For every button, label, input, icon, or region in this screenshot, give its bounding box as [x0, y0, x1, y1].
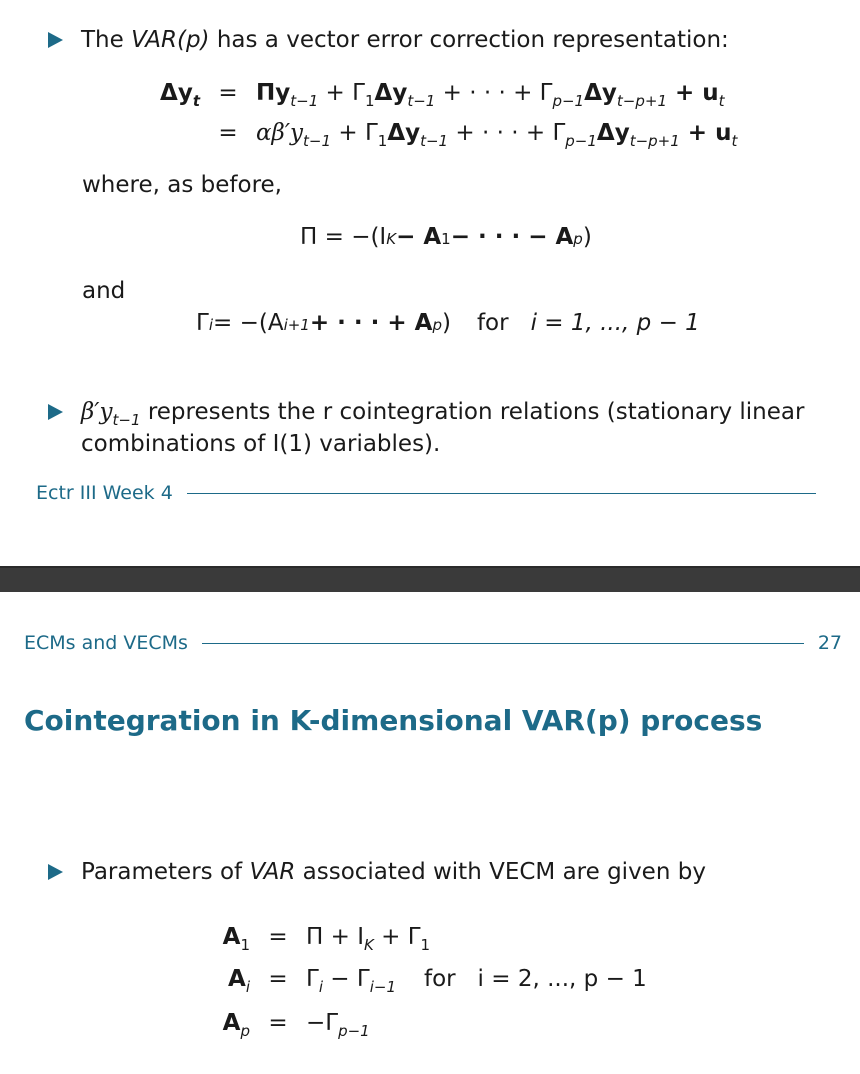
param-equation-a1: $A_1$ = $\Pi + I_K + \Gamma_1$ — [222, 924, 431, 954]
page-number: 27 — [817, 632, 842, 654]
for-keyword: for — [476, 310, 509, 336]
bullet-text-prefix: The — [81, 27, 132, 53]
eq-rhs-1: $\Pi y_{t-1} + \Gamma_1\Delta y_{t-1}$ + · · · + $\Gamma_{p-1}\Delta y_{t-p+1} + u_t$ — [256, 80, 725, 110]
var-p-term: VAR(p) — [131, 27, 210, 53]
header-section-label: ECMs and VECMs — [24, 632, 188, 654]
bullet-var-parameters: Parameters of VAR associated with VECM are given by — [48, 856, 706, 888]
bullet-cointegration-relations: $\beta'y_{t-1}$ represents the r cointegration relations (stationary linear combinations of I(1) variables). — [48, 396, 828, 460]
bullet-arrow-icon — [48, 32, 63, 48]
footer-course-label: Ectr III Week 4 — [36, 482, 173, 504]
slide-title: Cointegration in K-dimensional VAR(p) process — [24, 704, 763, 737]
slide-footer — [36, 482, 816, 504]
eq-rhs-2: $\alpha\beta'y_{t-1} + \Gamma_1\Delta y_{t-1}$ + · · · + $\Gamma_{p-1}\Delta y_{t-p+1} + u_t$ — [256, 120, 738, 150]
param-equation-ap: $A_p$ = $-\Gamma_{p-1}$ — [222, 1010, 370, 1040]
pi-equation: Π = −(I K − A 1 − · · · − A p ) — [300, 224, 592, 250]
bullet-vecm-representation — [48, 24, 729, 56]
slide-divider — [0, 566, 860, 592]
vecm-equation-line-2: = $\alpha\beta'y_{t-1} + \Gamma_1\Delta y_{t-1}$ + · · · + $\Gamma_{p-1}\Delta y_{t-p+1} + u_t$ — [218, 120, 738, 150]
gamma-equation: Γ i = −(A i+1 + · · · + A p ) for i = 1, ..., p − 1 — [196, 310, 700, 336]
and-text: and — [82, 278, 126, 304]
bullet-arrow-icon — [48, 404, 63, 420]
param-equation-ai: $A_i$ = $\Gamma_i - \Gamma_{i-1}$ for i = 2, ..., p − 1 — [228, 966, 647, 996]
bullet-text-suffix: has a vector error correction representation: — [209, 27, 729, 53]
index-range: i = 1, ..., p − 1 — [530, 310, 700, 336]
slide-bottom — [0, 592, 860, 1074]
index-condition: for i = 2, ..., p − 1 — [424, 966, 647, 992]
eq-lhs: Δy — [160, 80, 193, 106]
footer-rule — [187, 493, 816, 494]
header-rule — [202, 643, 804, 644]
slide-header — [24, 632, 842, 654]
vecm-equation-line-1: $\Delta y_t$ = $\Pi y_{t-1} + \Gamma_1\Delta y_{t-1}$ + · · · + $\Gamma_{p-1}\Delta y_{t-p+1} + u_t$ — [160, 80, 725, 110]
bullet-arrow-icon — [48, 864, 63, 880]
where-text: where, as before, — [82, 172, 282, 198]
